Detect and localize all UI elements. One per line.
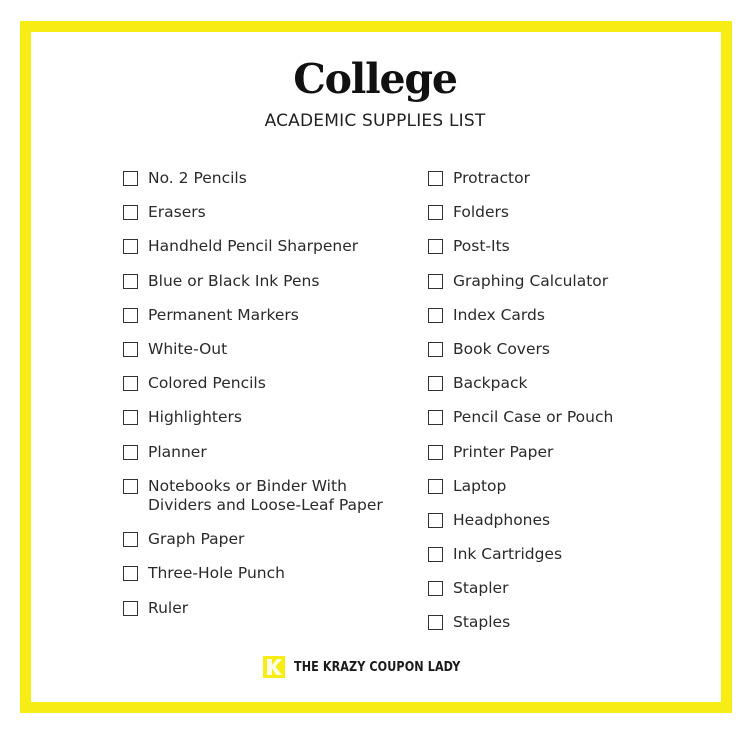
- brand-footer: [0, 654, 750, 680]
- checklist-item-label: Blue or Black Ink Pens: [148, 271, 320, 290]
- brand-name: THE KRAZY COUPON LADY: [293, 659, 461, 675]
- checklist-item[interactable]: [122, 477, 402, 531]
- checklist-item-label: Headphones: [453, 510, 551, 529]
- checklist-item-label: Three-Hole Punch: [148, 564, 285, 583]
- checkbox[interactable]: [123, 239, 138, 254]
- checkbox[interactable]: [428, 171, 443, 186]
- checkbox[interactable]: [123, 274, 138, 289]
- checklist-item[interactable]: [122, 169, 402, 203]
- checklist-item[interactable]: [427, 272, 687, 306]
- checkbox[interactable]: [123, 171, 138, 186]
- page-title: College: [293, 55, 457, 103]
- checklist-item[interactable]: [122, 340, 402, 374]
- checklist-item-label: Planner: [148, 442, 207, 461]
- checklist-item-label: Notebooks or Binder With Dividers and Loose-Leaf Paper: [148, 476, 383, 514]
- checkbox[interactable]: [123, 410, 138, 425]
- checklist-item-label: Printer Paper: [453, 442, 554, 461]
- page-subtitle: ACADEMIC SUPPLIES LIST: [264, 111, 486, 131]
- checklist-right-column: [427, 169, 687, 648]
- checklist-item-label: Stapler: [453, 579, 509, 598]
- checklist-item[interactable]: [427, 169, 687, 203]
- checkbox[interactable]: [428, 445, 443, 460]
- checkbox[interactable]: [428, 205, 443, 220]
- checklist-item-label: Graphing Calculator: [453, 271, 609, 290]
- checkbox[interactable]: [123, 308, 138, 323]
- checklist-item[interactable]: [427, 306, 687, 340]
- checklist-item-label: Colored Pencils: [148, 374, 266, 393]
- checklist-item[interactable]: [122, 203, 402, 237]
- checklist-item[interactable]: [122, 374, 402, 408]
- checkbox[interactable]: [428, 376, 443, 391]
- checklist-item[interactable]: [427, 443, 687, 477]
- checklist-item-label: Laptop: [453, 476, 507, 495]
- checklist-item-label: Backpack: [453, 374, 528, 393]
- checklist-left-column: [122, 169, 402, 633]
- checklist-item-label: Erasers: [148, 203, 206, 222]
- checklist-item[interactable]: [427, 374, 687, 408]
- checkbox[interactable]: [428, 410, 443, 425]
- krazy-coupon-lady-logo-icon: [263, 656, 285, 678]
- checklist-item[interactable]: [122, 306, 402, 340]
- checklist-item-label: Handheld Pencil Sharpener: [148, 237, 359, 256]
- checklist-item-label: Post-Its: [453, 237, 510, 256]
- checkbox[interactable]: [428, 547, 443, 562]
- checklist-item-label: Protractor: [453, 169, 530, 187]
- checklist-item[interactable]: [427, 511, 687, 545]
- checklist-item-label: Permanent Markers: [148, 305, 299, 324]
- checklist-item-label: Highlighters: [148, 408, 242, 427]
- checklist-item-label: Ruler: [148, 598, 189, 617]
- checklist-item[interactable]: [122, 530, 402, 564]
- checkbox[interactable]: [428, 479, 443, 494]
- checklist-item-label: White-Out: [148, 339, 228, 358]
- checklist-item[interactable]: [122, 272, 402, 306]
- checklist-item-label: Book Covers: [453, 339, 550, 358]
- checkbox[interactable]: [123, 479, 138, 494]
- checklist-item[interactable]: [122, 564, 402, 598]
- checkbox[interactable]: [428, 274, 443, 289]
- checkbox[interactable]: [428, 308, 443, 323]
- checkbox[interactable]: [428, 239, 443, 254]
- checkbox[interactable]: [123, 342, 138, 357]
- checkbox[interactable]: [428, 342, 443, 357]
- checkbox[interactable]: [123, 532, 138, 547]
- checkbox[interactable]: [123, 566, 138, 581]
- checklist-item[interactable]: [427, 545, 687, 579]
- checklist-item-label: Folders: [453, 203, 509, 222]
- checklist-item[interactable]: [122, 599, 402, 633]
- checkbox[interactable]: [428, 581, 443, 596]
- checklist-item-label: Index Cards: [453, 305, 545, 324]
- checkbox[interactable]: [428, 615, 443, 630]
- checklist-item[interactable]: [427, 579, 687, 613]
- checklist-item[interactable]: [427, 237, 687, 271]
- checkbox[interactable]: [123, 205, 138, 220]
- checklist-item[interactable]: [427, 613, 687, 647]
- checklist-item[interactable]: [122, 237, 402, 271]
- checklist-item-label: No. 2 Pencils: [148, 169, 247, 187]
- checkbox[interactable]: [428, 513, 443, 528]
- checklist-item[interactable]: [427, 477, 687, 511]
- checklist-item[interactable]: [122, 408, 402, 442]
- checkbox[interactable]: [123, 601, 138, 616]
- checklist-item-label: Ink Cartridges: [453, 545, 563, 564]
- checklist-item[interactable]: [122, 443, 402, 477]
- checklist-item-label: Pencil Case or Pouch: [453, 408, 614, 427]
- checkbox[interactable]: [123, 376, 138, 391]
- checklist-item[interactable]: [427, 203, 687, 237]
- checklist-item-label: Staples: [453, 613, 511, 632]
- checklist-item[interactable]: [427, 408, 687, 442]
- checklist-item-label: Graph Paper: [148, 530, 245, 549]
- checklist-item[interactable]: [427, 340, 687, 374]
- checkbox[interactable]: [123, 445, 138, 460]
